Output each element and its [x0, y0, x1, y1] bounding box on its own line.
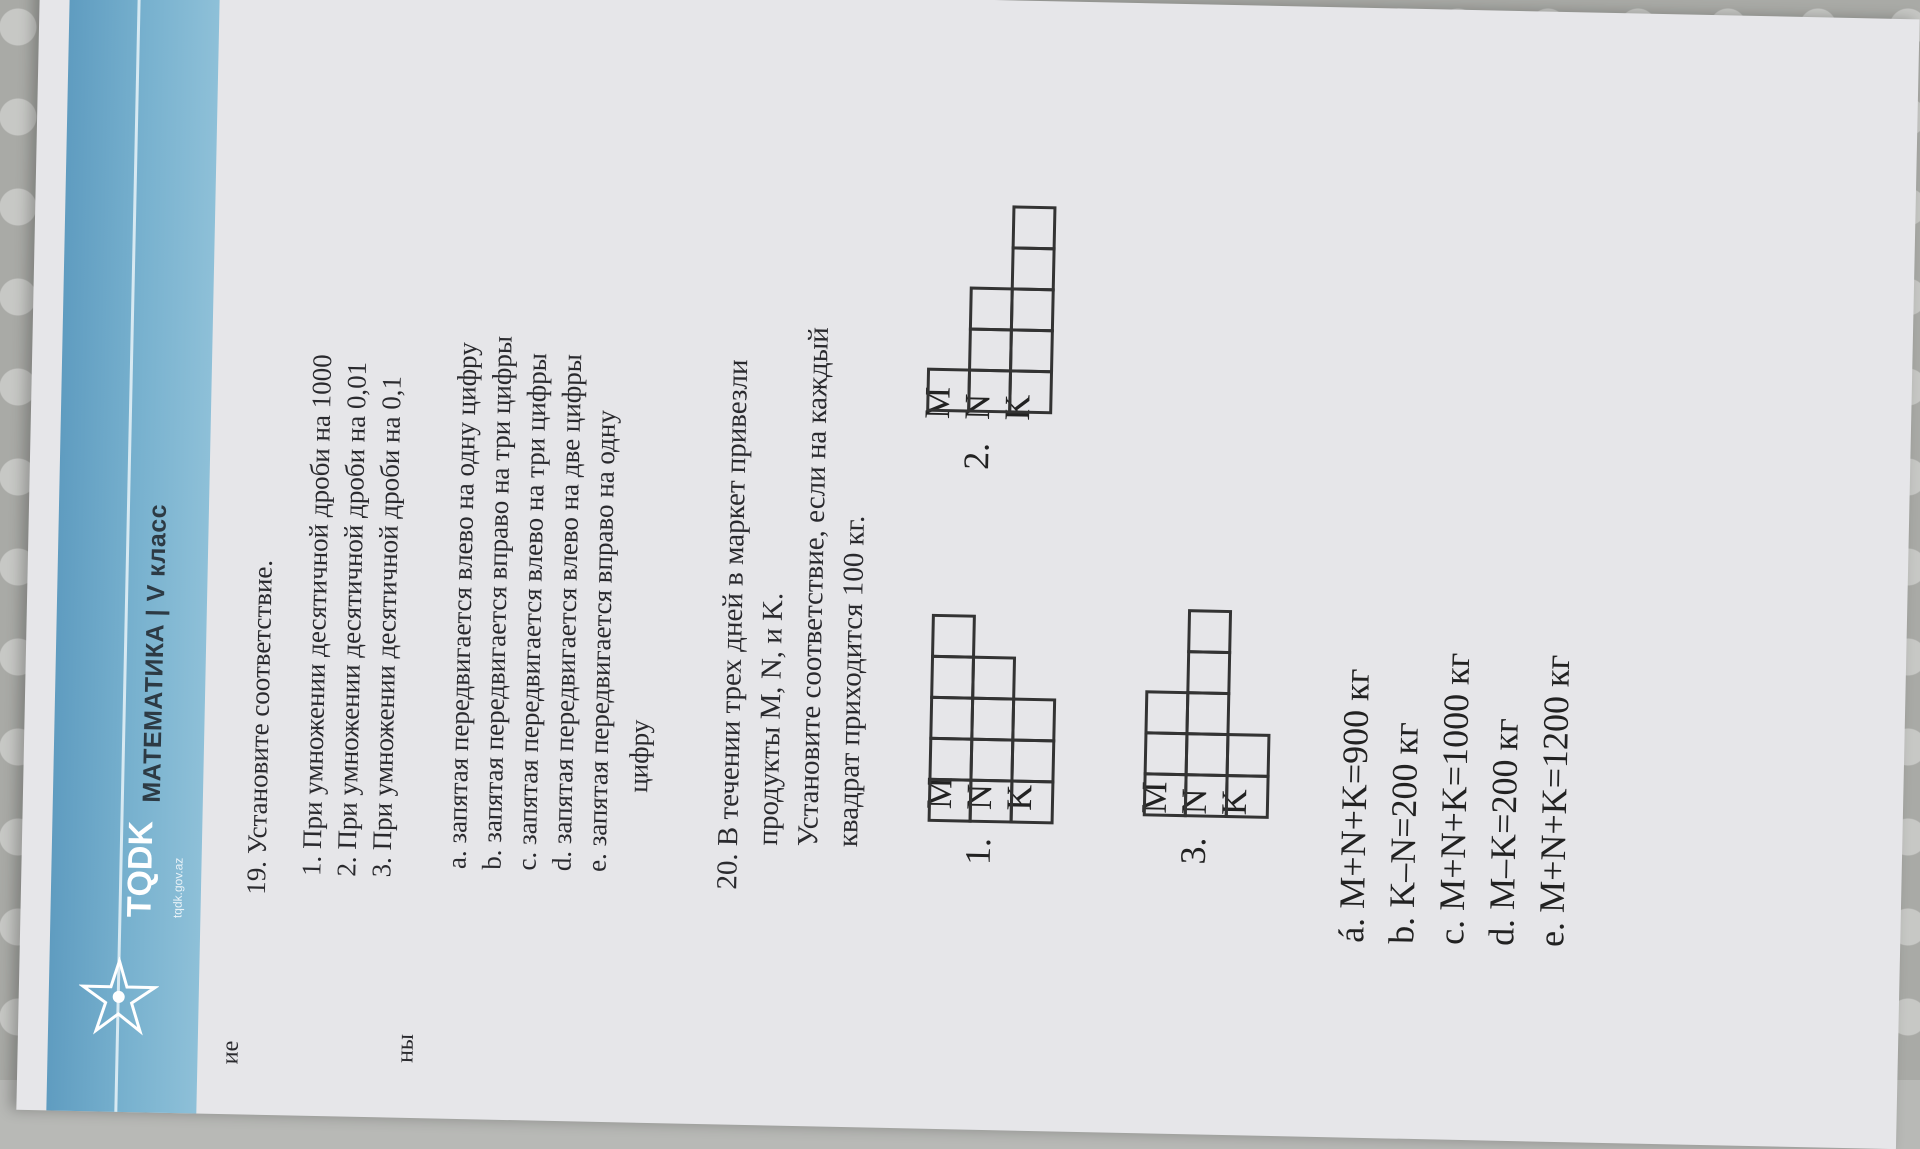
grid-square — [969, 738, 1014, 783]
header-strip — [46, 0, 220, 1114]
grid-square — [1011, 246, 1056, 291]
task19-option-cont: цифру — [623, 719, 655, 794]
grid-square — [1011, 698, 1056, 743]
grid-square — [928, 778, 973, 823]
grid-square — [967, 369, 1012, 414]
grid-square — [1226, 733, 1271, 778]
grid-square — [1010, 287, 1055, 332]
grid-square — [1008, 369, 1053, 414]
task19-item: 2. При умножении десятичной дроби на 0,01 — [331, 361, 373, 877]
grid-square — [1144, 690, 1189, 735]
grid-square — [968, 328, 1013, 373]
grid-square — [928, 737, 973, 782]
book-title: МАТЕМАТИКА | V класс — [137, 503, 173, 803]
logo-text: ТQDK — [120, 820, 161, 918]
grid-square — [971, 656, 1016, 701]
grid-square — [969, 287, 1014, 332]
diagram-label-m: M — [917, 386, 958, 420]
task20-option: c. M+N+K=1000 кг — [1431, 652, 1478, 946]
diagram-label-k: K — [1213, 788, 1255, 816]
grid-square — [1009, 328, 1054, 373]
grid-square — [1187, 609, 1232, 654]
diagram-number: 2. — [955, 442, 997, 471]
grid-square — [1225, 774, 1270, 819]
star-logo-icon — [78, 956, 160, 1038]
grid-square — [1186, 650, 1231, 695]
diagram-label-k: K — [998, 784, 1040, 812]
task19-item: 3. При умножении десятичной дроби на 0,1 — [366, 375, 407, 878]
grid-square — [969, 779, 1014, 824]
diagram-label-n: N — [1173, 787, 1215, 815]
bar-grid-diagram-2 — [926, 179, 1071, 412]
margin-fragment: ие — [217, 1040, 244, 1065]
task20-line: продукты M, N, и K. — [752, 592, 790, 846]
task19-title: 19. Установите соответствие. — [240, 559, 278, 896]
grid-square — [970, 697, 1015, 742]
grid-square — [926, 368, 971, 413]
task19-option: a. запятая передвигается влево на одну цифру — [441, 341, 483, 870]
task20-option: e. M+N+K=1200 кг — [1531, 654, 1578, 948]
grid-square — [1184, 773, 1229, 818]
diagram-label-k: K — [996, 394, 1038, 421]
task19-option: c. запятая передвигается влево на три цифры — [511, 352, 553, 871]
task19-item: 1. При умножении десятичной дроби на 1000 — [296, 353, 338, 877]
task20-line: 20. В течении трех дней в маркет привезли — [711, 359, 755, 890]
task19-option: b. запятая передвигается вправо на три цифры — [476, 335, 518, 870]
grid-square — [1010, 779, 1055, 824]
grid-square — [1185, 732, 1230, 777]
grid-square — [930, 655, 975, 700]
task19-option: e. запятая передвигается вправо на одну — [581, 409, 622, 873]
grid-square — [931, 614, 976, 659]
task20-option: á. M+N+K=900 кг — [1331, 668, 1377, 944]
grid-square — [1185, 691, 1230, 736]
grid-square — [929, 696, 974, 741]
task20-option: b. K–N=200 кг — [1381, 721, 1426, 945]
diagram-number: 3. — [1172, 836, 1214, 865]
bar-grid-diagram-1 — [928, 589, 1073, 822]
grid-square — [1012, 205, 1057, 250]
diagram-label-m: M — [918, 776, 960, 810]
diagram-label-m: M — [1133, 781, 1175, 814]
logo-subtext: tqdk.gov.az — [170, 857, 186, 919]
diagram-label-n: N — [957, 393, 998, 421]
grid-square — [1143, 772, 1188, 817]
diagram-label-n: N — [958, 783, 1000, 811]
textbook-page — [16, 0, 1919, 1149]
bar-grid-diagram-3 — [1143, 583, 1288, 816]
task20-line: Установите соответствие, если на каждый — [792, 326, 835, 847]
task20-option: d. M–K=200 кг — [1481, 717, 1526, 947]
task19-option: d. запятая передвигается влево на две цифры — [546, 353, 588, 872]
margin-fragment: ны — [392, 1033, 420, 1064]
grid-square — [1010, 739, 1055, 784]
diagram-number: 1. — [957, 837, 999, 866]
task20-line: квадрат приходится 100 кг. — [832, 515, 871, 848]
grid-square — [1144, 731, 1189, 776]
